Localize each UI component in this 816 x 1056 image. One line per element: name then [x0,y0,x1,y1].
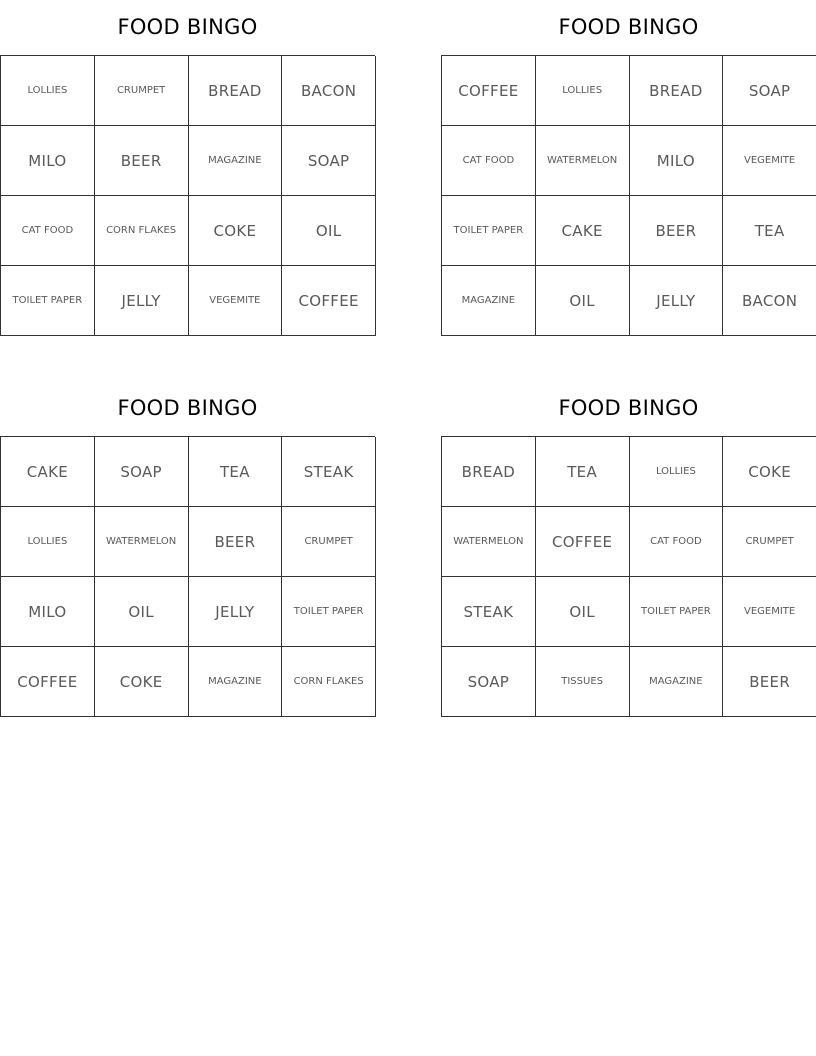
bingo-cell: VEGEMITE [723,577,816,647]
bingo-grid [441,55,816,336]
card-title: FOOD BINGO [558,396,699,420]
bingo-cell: TOILET PAPER [282,577,376,647]
bingo-cell: LOLLIES [1,56,95,126]
bingo-cell: BREAD [442,437,536,507]
bingo-grid [441,436,816,717]
bingo-cell: CAT FOOD [630,507,724,577]
bingo-cell: MILO [1,126,95,196]
bingo-cell: CAKE [1,437,95,507]
bingo-cell: TEA [536,437,630,507]
bingo-card-2 [441,0,816,336]
bingo-cell: COFFEE [536,507,630,577]
bingo-cell: OIL [536,577,630,647]
bingo-grid [0,55,375,336]
bingo-cell: TEA [189,437,283,507]
bingo-cell: BEER [95,126,189,196]
bingo-cell: COKE [723,437,816,507]
bingo-cell: BREAD [189,56,283,126]
bingo-cell: TEA [723,196,816,266]
bingo-cell: STEAK [282,437,376,507]
bingo-cell: CRUMPET [282,507,376,577]
bingo-cell: MAGAZINE [442,266,536,336]
bingo-cell: VEGEMITE [189,266,283,336]
bingo-cell: COKE [95,647,189,717]
bingo-cell: CRUMPET [95,56,189,126]
bingo-cell: LOLLIES [630,437,724,507]
bingo-cell: CAT FOOD [442,126,536,196]
bingo-cell: STEAK [442,577,536,647]
bingo-card-1 [0,0,375,336]
bingo-cell: COFFEE [1,647,95,717]
bingo-cell: BEER [723,647,816,717]
bingo-cell: WATERMELON [442,507,536,577]
bingo-grid [0,436,375,717]
bingo-cell: OIL [536,266,630,336]
bingo-cell: CORN FLAKES [95,196,189,266]
bingo-cell: OIL [282,196,376,266]
bingo-cell: CAKE [536,196,630,266]
bingo-cell: OIL [95,577,189,647]
bingo-cell: SOAP [282,126,376,196]
bingo-cell: BACON [282,56,376,126]
bingo-cell: MAGAZINE [189,126,283,196]
bingo-cell: CORN FLAKES [282,647,376,717]
bingo-card-3 [0,381,375,717]
bingo-cell: CRUMPET [723,507,816,577]
bingo-cell: CAT FOOD [1,196,95,266]
bingo-cell: TOILET PAPER [1,266,95,336]
bingo-cell: LOLLIES [536,56,630,126]
bingo-cell: BACON [723,266,816,336]
bingo-cell: MILO [630,126,724,196]
bingo-cell: BREAD [630,56,724,126]
bingo-cell: MAGAZINE [189,647,283,717]
bingo-cell: JELLY [95,266,189,336]
bingo-cell: COFFEE [442,56,536,126]
bingo-cell: JELLY [189,577,283,647]
bingo-cell: WATERMELON [536,126,630,196]
card-title: FOOD BINGO [117,396,258,420]
bingo-cell: TISSUES [536,647,630,717]
bingo-cell: SOAP [723,56,816,126]
bingo-cell: COFFEE [282,266,376,336]
bingo-cell: TOILET PAPER [442,196,536,266]
bingo-cell: MILO [1,577,95,647]
bingo-cell: JELLY [630,266,724,336]
bingo-cell: SOAP [95,437,189,507]
bingo-cell: SOAP [442,647,536,717]
card-title: FOOD BINGO [117,15,258,39]
bingo-cell: VEGEMITE [723,126,816,196]
bingo-cell: MAGAZINE [630,647,724,717]
bingo-cell: WATERMELON [95,507,189,577]
bingo-cell: LOLLIES [1,507,95,577]
bingo-cell: BEER [189,507,283,577]
bingo-cell: BEER [630,196,724,266]
bingo-cell: TOILET PAPER [630,577,724,647]
card-title: FOOD BINGO [558,15,699,39]
bingo-card-4 [441,381,816,717]
bingo-cell: COKE [189,196,283,266]
